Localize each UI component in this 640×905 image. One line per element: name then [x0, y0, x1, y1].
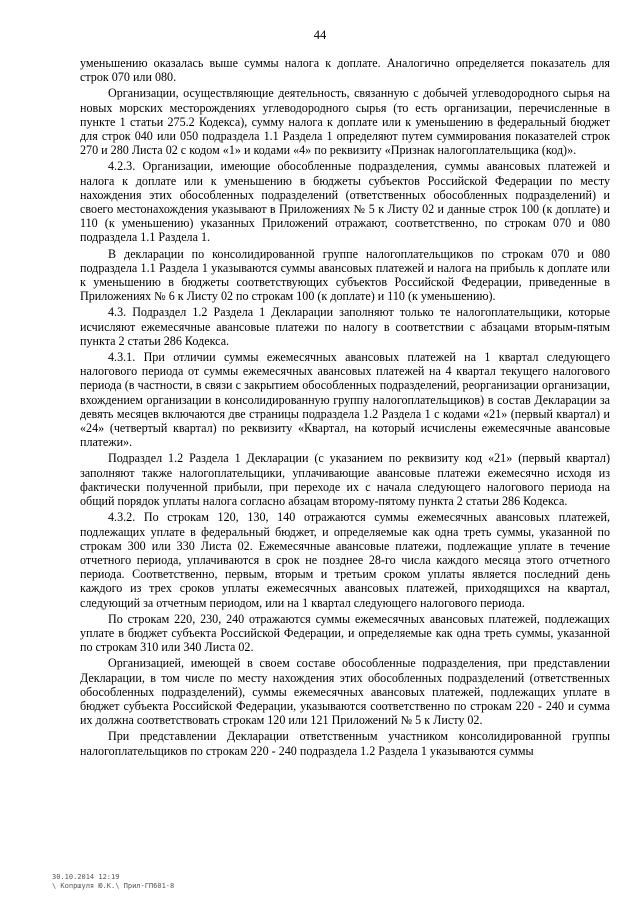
print-stamp	[52, 873, 174, 891]
paragraph: Организацией, имеющей в своем составе обособленные подразделения, при представлении Декларации, в том числе по месту нахождения этих обособленных подразделений (ответственных обособленных подразделений), суммы ежемесячных авансовых платежей, подлежащих уплате в бюджет субъекта Российской Федерации, указываются соответственно по строкам 220 - 240 и сумма их должна соответствовать строкам 120 или 121 Приложений № 5 к Листу 02.	[80, 656, 610, 728]
paragraph: В декларации по консолидированной группе налогоплательщиков по строкам 070 и 080 подраздела 1.1 Раздела 1 указываются суммы авансовых платежей и налога на прибыль к доплате или к уменьшению в бюджеты соответствующих субъектов Российской Федерации, приведенные в Приложениях № 6 к Листу 02 по строкам 100 (к доплате) и 110 (к уменьшению).	[80, 246, 610, 304]
paragraph: 4.3. Подраздел 1.2 Раздела 1 Декларации заполняют только те налогоплательщики, которые исчисляют ежемесячные авансовые платежи по налогу в соответствии с абзацами вторым-пятым пункта 2 статьи 286 Кодекса.	[80, 305, 610, 348]
page-number: 44	[313, 28, 327, 42]
paragraph: 4.3.1. При отличии суммы ежемесячных авансовых платежей на 1 квартал следующего налогового периода от суммы ежемесячных авансовых платежей на 4 квартал текущего налогового периода (в частности, в связи с закрытием обособленных подразделений, реорганизации организации, вхождением организации в консолидированную группу налогоплательщиков) в состав Декларации за девять месяцев включаются две страницы подраздела 1.2 Раздела 1 с кодами «21» (первый квартал) и «24» (четвертый квартал) по реквизиту «Квартал, на который исчислены ежемесячные авансовые платежи».	[80, 350, 610, 450]
paragraph: 4.2.3. Организации, имеющие обособленные подразделения, суммы авансовых платежей и налога к доплате или к уменьшению в бюджеты субъектов Российской Федерации по месту нахождения этих обособленных подразделений (ответственных обособленных подразделений) и своего местонахождения указывают в Приложениях № 5 к Листу 02 и данные строк 100 (к доплате) и 110 (к уменьшению) указанных Приложений отражают, соответственно, по строкам 070 и 080 подраздела 1.1 Раздела 1.	[80, 159, 610, 245]
stamp-date: 30.10.2014 12:19	[52, 873, 120, 881]
document-body	[80, 56, 610, 760]
stamp-path: \ Копршуля Ю.К.\ Прил-ГП601-8	[52, 882, 175, 890]
paragraph: При представлении Декларации ответственным участником консолидированной группы налогоплательщиков по строкам 220 - 240 подраздела 1.2 Раздела 1 указываются суммы	[80, 729, 610, 758]
paragraph: 4.3.2. По строкам 120, 130, 140 отражаются суммы ежемесячных авансовых платежей, подлежащих уплате в федеральный бюджет, и определяемые как одна треть суммы, указанной по строкам 300 или 330 Листа 02. Ежемесячные авансовые платежи, подлежащие уплате в течение отчетного периода, уплачиваются в срок не позднее 28-го числа каждого месяца этого отчетного периода. Соответственно, первым, вторым и третьим сроком уплаты является последний день каждого из трех сроков уплаты ежемесячных авансовых платежей, приходящихся на квартал, следующий за отчетным периодом, или на 1 квартал следующего налогового периода.	[80, 510, 610, 610]
paragraph: Подраздел 1.2 Раздела 1 Декларации (с указанием по реквизиту код «21» (первый квартал) заполняют также налогоплательщики, уплачивающие авансовые платежи ежемесячно исходя из фактически полученной прибыли, при переходе их с начала следующего налогового периода на общий порядок уплаты налога согласно абзацам второму-пятому пункта 2 статьи 286 Кодекса.	[80, 451, 610, 509]
paragraph: Организации, осуществляющие деятельность, связанную с добычей углеводородного сырья на новых морских месторождениях углеводородного сырья (то есть организации, перечисленные в пункте 1 статьи 275.2 Кодекса), сумму налога к доплате или к уменьшению в федеральный бюджет для строк 040 или 050 подраздела 1.1 Раздела 1 определяют путем суммирования показателей строк 270 и 280 Листа 02 с кодом «1» и кодами «4» по реквизиту «Признак налогоплательщика (код)».	[80, 86, 610, 158]
paragraph: уменьшению оказалась выше суммы налога к доплате. Аналогично определяется показатель для строк 070 или 080.	[80, 56, 610, 85]
paragraph: По строкам 220, 230, 240 отражаются суммы ежемесячных авансовых платежей, подлежащих уплате в бюджет субъекта Российской Федерации, и определяемые как одна треть суммы, указанной по строкам 310 или 340 Листа 02.	[80, 611, 610, 655]
